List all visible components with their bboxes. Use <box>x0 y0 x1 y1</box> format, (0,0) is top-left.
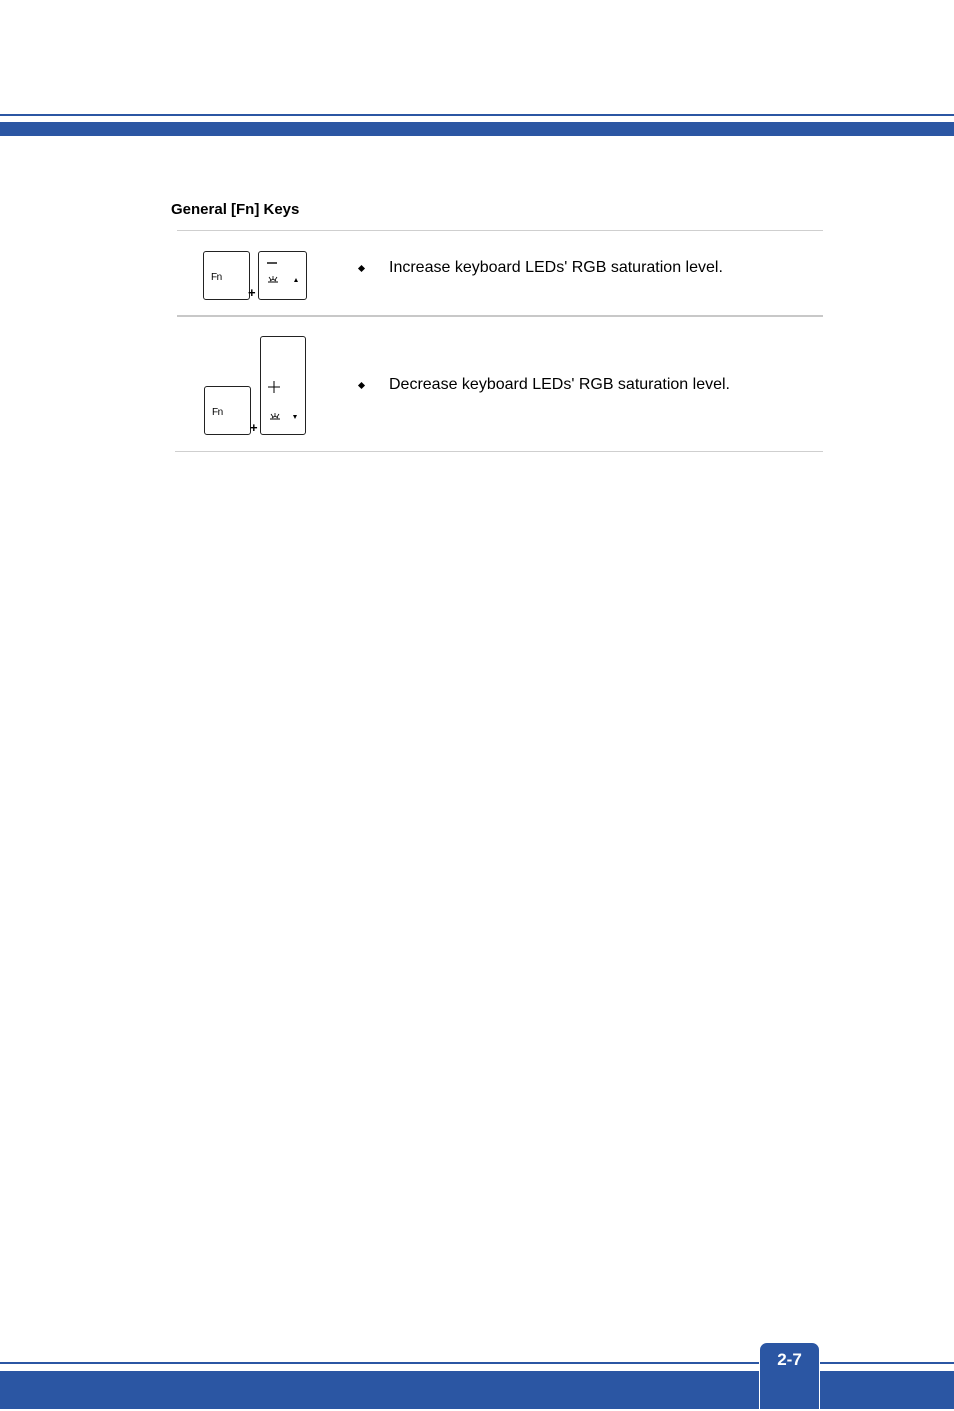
header-rule-thick <box>0 122 954 136</box>
bullet-icon <box>358 382 365 389</box>
plus-key <box>260 336 306 435</box>
section-title: General [Fn] Keys <box>171 201 300 218</box>
fn-key <box>203 251 250 300</box>
bullet-icon <box>358 265 365 272</box>
row-description: Decrease keyboard LEDs' RGB saturation level. <box>389 376 730 393</box>
plus-key-glyph-icon <box>260 336 306 435</box>
fn-key-label: Fn <box>212 407 223 418</box>
plus-icon: + <box>248 285 256 300</box>
page-number: 2-7 <box>777 1350 802 1369</box>
minus-key <box>258 251 307 300</box>
table-rule-middle <box>177 315 823 317</box>
table-rule-top <box>177 230 823 231</box>
plus-icon: + <box>250 420 258 435</box>
table-rule-bottom <box>175 451 823 452</box>
header-rule-thin <box>0 114 954 116</box>
fn-key <box>204 386 251 435</box>
row-description: Increase keyboard LEDs' RGB saturation level. <box>389 259 723 276</box>
minus-key-glyph-icon <box>258 251 307 300</box>
fn-key-label: Fn <box>211 272 222 283</box>
